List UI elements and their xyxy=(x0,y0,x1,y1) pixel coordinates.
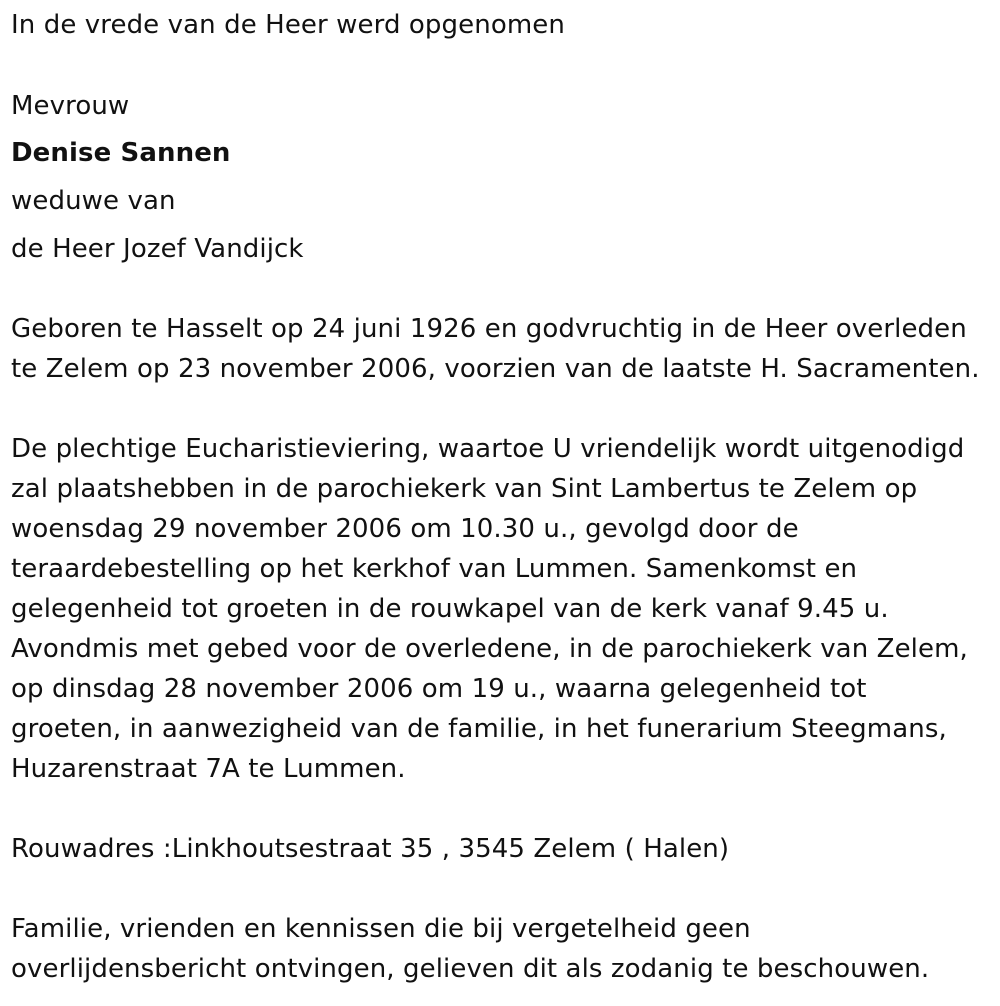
ceremony-line: gelegenheid tot groeten in de rouwkapel van de kerk vanaf 9.45 u. xyxy=(11,594,889,624)
ceremony-line: Huzarenstraat 7A te Lummen. xyxy=(11,754,406,784)
ceremony-line: op dinsdag 28 november 2006 om 19 u., waarna gelegenheid tot xyxy=(11,674,867,704)
spouse-name: de Heer Jozef Vandijck xyxy=(11,234,304,264)
mourning-address: Rouwadres :Linkhoutsestraat 35 , 3545 Zelem ( Halen) xyxy=(11,834,730,864)
ceremony-line: Avondmis met gebed voor de overledene, in de parochiekerk van Zelem, xyxy=(11,634,968,664)
relation-line: weduwe van xyxy=(11,186,176,216)
ceremony-line: De plechtige Eucharistieviering, waartoe U vriendelijk wordt uitgenodigd xyxy=(11,434,965,464)
ceremony-line: woensdag 29 november 2006 om 10.30 u., gevolgd door de xyxy=(11,514,799,544)
closing-line: overlijdensbericht ontvingen, gelieven dit als zodanig te beschouwen. xyxy=(11,954,930,984)
intro-line: In de vrede van de Heer werd opgenomen xyxy=(11,10,565,40)
birth-death-line: Geboren te Hasselt op 24 juni 1926 en godvruchtig in de Heer overleden xyxy=(11,314,967,344)
ceremony-line: zal plaatshebben in de parochiekerk van Sint Lambertus te Zelem op xyxy=(11,474,918,504)
ceremony-line: teraardebestelling op het kerkhof van Lummen. Samenkomst en xyxy=(11,554,858,584)
closing-line: Familie, vrienden en kennissen die bij vergetelheid geen xyxy=(11,914,751,944)
ceremony-line: groeten, in aanwezigheid van de familie, in het funerarium Steegmans, xyxy=(11,714,947,744)
deceased-name: Denise Sannen xyxy=(11,138,231,168)
salutation: Mevrouw xyxy=(11,91,130,121)
birth-death-line: te Zelem op 23 november 2006, voorzien van de laatste H. Sacramenten. xyxy=(11,354,980,384)
